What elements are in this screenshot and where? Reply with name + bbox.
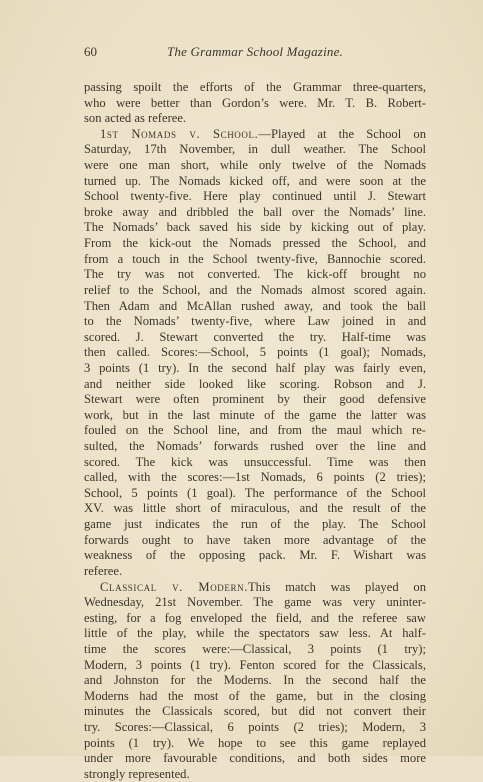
text-line: under more favourable conditions, and both sides more: [84, 751, 426, 766]
text-line: scored. The kick was unsuccessful. Time was then: [84, 454, 426, 469]
article-body: [84, 80, 426, 782]
text-line: esting, for a fog enveloped the field, and the referee saw: [84, 610, 426, 625]
text-line: who were better than Gordon’s were. Mr. T. B. Robert-: [84, 95, 426, 110]
text-line: School, 5 points (1 goal). The performance of the School: [84, 485, 426, 500]
text-line: points (1 try). We hope to see this game replayed: [84, 735, 426, 750]
text-line: fouled on the School line, and from the maul which re-: [84, 423, 426, 438]
text-line: Then Adam and McAllan rushed away, and took the ball: [84, 298, 426, 313]
text-line: then called. Scores:—School, 5 points (1 goal); Nomads,: [84, 345, 426, 360]
text-line: turned up. The Nomads kicked off, and were soon at the: [84, 173, 426, 188]
text-line: Wednesday, 21st November. The game was very uninter-: [84, 595, 426, 610]
text-line: From the kick-out the Nomads pressed the School, and: [84, 236, 426, 251]
text-run: —Played at the School on: [258, 126, 427, 141]
text-line: The Nomads’ back saved his side by kicking out of play.: [84, 220, 426, 235]
page-header: [84, 44, 426, 64]
text-line: School twenty-five. Here play continued until J. Stewart: [84, 189, 426, 204]
text-line: work, but in the last minute of the game the latter was: [84, 407, 426, 422]
text-line: passing spoilt the efforts of the Grammar three-quarters,: [84, 80, 426, 94]
text-line: try. Scores:—Classical, 6 points (2 tries); Modern, 3: [84, 719, 426, 734]
text-line: little of the play, while the spectators saw less. At half-: [84, 626, 426, 641]
text-line: and Johnston for the Moderns. In the second half the: [84, 673, 426, 688]
text-line: 3 points (1 try). In the second half play was fairly even,: [84, 360, 426, 375]
text-line: relief to the School, and the Nomads almost scored again.: [84, 282, 426, 297]
text-line: Saturday, 17th November, in dull weather. The School: [84, 142, 426, 157]
paragraph-first-line: [84, 127, 426, 143]
section-heading: 1st Nomads v. School.: [100, 126, 259, 141]
text-line: minutes the Classicals scored, but did not convert their: [84, 704, 426, 719]
text-line: Moderns had the most of the game, but in the closing: [84, 688, 426, 703]
text-line: from a touch in the School twenty-five, Bannochie scored.: [84, 251, 426, 266]
text-line: were one man short, while only twelve of the Nomads: [84, 158, 426, 173]
text-line: called, with the scores:—1st Nomads, 6 points (2 tries);: [84, 470, 426, 485]
text-line: scored. J. Stewart converted the try. Half-time was: [84, 329, 426, 344]
text-line: Stewart were often prominent by their good defensive: [84, 392, 426, 407]
running-title: The Grammar School Magazine.: [166, 44, 344, 59]
text-line: to the Nomads’ twenty-five, where Law joined in and: [84, 314, 426, 329]
text-line: The try was not converted. The kick-off brought no: [84, 267, 426, 282]
text-line: and neither side looked like scoring. Robson and J.: [84, 376, 426, 391]
section-heading: Classical v. Modern.: [100, 579, 248, 594]
text-run: This match was played on: [247, 579, 426, 594]
text-line: referee.: [84, 563, 123, 578]
page-number: 60: [84, 44, 97, 59]
text-line: game just indicates the run of the play. The School: [84, 517, 426, 532]
text-line: strongly represented.: [84, 766, 190, 781]
text-line: Modern, 3 points (1 try). Fenton scored for the Classicals,: [84, 657, 426, 672]
text-line: broke away and dribbled the ball over the Nomads’ line.: [84, 204, 426, 219]
text-line: son acted as referee.: [84, 111, 187, 126]
text-line: forwards ought to have taken more advantage of the: [84, 532, 426, 547]
text-line: sulted, the Nomads’ forwards rushed over the line and: [84, 439, 426, 454]
text-line: XV. was little short of miraculous, and the result of the: [84, 501, 426, 516]
text-line: time the scores were:—Classical, 3 points (1 try);: [84, 641, 426, 656]
text-line: weakness of the opposing pack. Mr. F. Wishart was: [84, 548, 426, 563]
paragraph-first-line: [84, 580, 426, 596]
